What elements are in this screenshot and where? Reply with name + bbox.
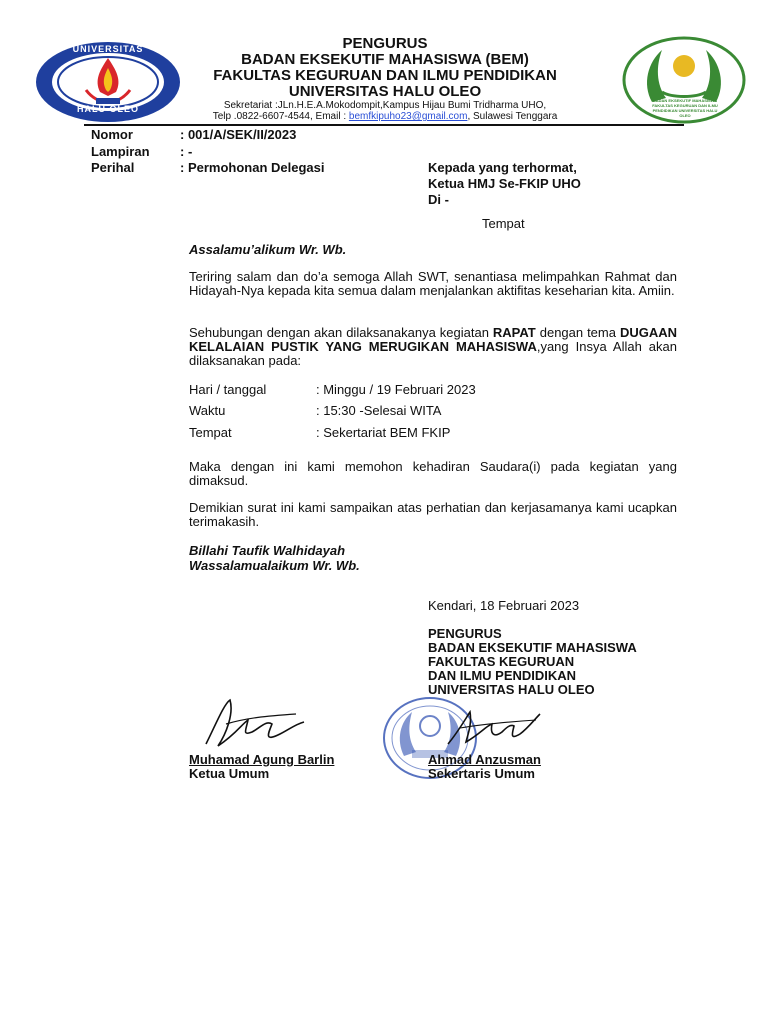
schedule-label: Hari / tanggal bbox=[189, 382, 267, 397]
signer-1-title: Ketua Umum bbox=[189, 766, 270, 781]
paragraph-4: Demikian surat ini kami sampaikan atas perhatian dan kerjasamanya kami ucapkan terimakasih. bbox=[189, 500, 677, 529]
contact-region: , Sulawesi Tenggara bbox=[467, 111, 558, 122]
signature-ketua bbox=[196, 694, 316, 756]
greeting: Assalamu’alikum Wr. Wb. bbox=[189, 242, 347, 257]
header-contact bbox=[150, 111, 620, 123]
closing-line-2: Wassalamualaikum Wr. Wb. bbox=[189, 558, 360, 573]
recipient-line-3: Di - bbox=[428, 192, 449, 207]
lampiran-label: Lampiran bbox=[91, 144, 150, 159]
org-line-3: FAKULTAS KEGURUAN bbox=[428, 654, 575, 669]
logo-text-top: UNIVERSITAS bbox=[72, 44, 144, 54]
nomor-label: Nomor bbox=[91, 127, 133, 142]
perihal-value: : Permohonan Delegasi bbox=[180, 160, 325, 175]
header-line-2: BADAN EKSEKUTIF MAHASISWA (BEM) bbox=[241, 51, 529, 68]
perihal-label: Perihal bbox=[91, 160, 135, 175]
org-line-2: BADAN EKSEKUTIF MAHASISWA bbox=[428, 640, 637, 655]
header-address: Sekretariat :JLn.H.E.A.Mokodompit,Kampus Hijau Bumi Tridharma UHO, bbox=[223, 100, 547, 111]
schedule-value: : Minggu / 19 Februari 2023 bbox=[316, 382, 476, 397]
recipient-line-1: Kepada yang terhormat, bbox=[428, 160, 577, 175]
header-divider bbox=[84, 124, 684, 126]
schedule-label: Tempat bbox=[189, 425, 232, 440]
signer-1-name: Muhamad Agung Barlin bbox=[189, 752, 335, 767]
place-date: Kendari, 18 Februari 2023 bbox=[428, 598, 580, 613]
schedule-value: : Sekertariat BEM FKIP bbox=[316, 425, 451, 440]
org-line-5: UNIVERSITAS HALU OLEO bbox=[428, 682, 595, 697]
contact-email-link[interactable]: bemfkipuho23@gmail.com bbox=[348, 111, 468, 122]
header-line-4: UNIVERSITAS HALU OLEO bbox=[288, 83, 482, 100]
org-line-4: DAN ILMU PENDIDIKAN bbox=[428, 668, 577, 683]
signature-sekretaris bbox=[440, 704, 550, 754]
schedule-value: : 15:30 -Selesai WITA bbox=[316, 403, 442, 418]
contact-phone: Telp .0822-6607-4544, Email : bbox=[212, 111, 349, 122]
paragraph-3: Maka dengan ini kami memohon kehadiran Saudara(i) pada kegiatan yang dimaksud. bbox=[189, 459, 677, 488]
recipient-line-2: Ketua HMJ Se-FKIP UHO bbox=[428, 176, 581, 191]
paragraph-2 bbox=[189, 326, 677, 368]
paragraph-2-part-c: ,yang Insya Allah akan dilaksanakan pada: bbox=[189, 339, 677, 368]
schedule-label: Waktu bbox=[189, 403, 226, 418]
paragraph-2-bold-2: DUGAAN KELALAIAN PUSTIK YANG MERUGIKAN MAHASISWA bbox=[189, 325, 677, 354]
lampiran-value: : - bbox=[180, 144, 193, 159]
recipient-place: Tempat bbox=[482, 216, 525, 231]
closing-line-1: Billahi Taufik Walhidayah bbox=[189, 543, 346, 558]
paragraph-2-bold-1: RAPAT bbox=[492, 325, 536, 340]
logo-text-bottom: HALU OLEO bbox=[77, 104, 139, 114]
signer-2-title: Sekertaris Umum bbox=[428, 766, 535, 781]
paragraph-1: Teriring salam dan do’a semoga Allah SWT, senantiasa melimpahkan Rahmat dan Hidayah-Nya kepada kita semua dalam menjalankan aktifitas keseharian kita. Amiin. bbox=[189, 269, 677, 298]
signer-2-name: Ahmad Anzusman bbox=[428, 752, 541, 767]
bem-logo-caption: BADAN EKSEKUTIF MAHASISWA FAKULTAS KEGURUAN DAN ILMU PENDIDIKAN UNIVERSITAS HALU OLEO bbox=[652, 98, 718, 118]
paragraph-2-part-a: Sehubungan dengan akan dilaksanakanya kegiatan bbox=[189, 325, 493, 340]
nomor-value: : 001/A/SEK/II/2023 bbox=[180, 127, 297, 142]
header-line-1: PENGURUS bbox=[342, 35, 428, 52]
org-line-1: PENGURUS bbox=[428, 626, 502, 641]
paragraph-2-part-b: dengan tema bbox=[535, 325, 620, 340]
header-line-3: FAKULTAS KEGURUAN DAN ILMU PENDIDIKAN bbox=[213, 67, 557, 84]
